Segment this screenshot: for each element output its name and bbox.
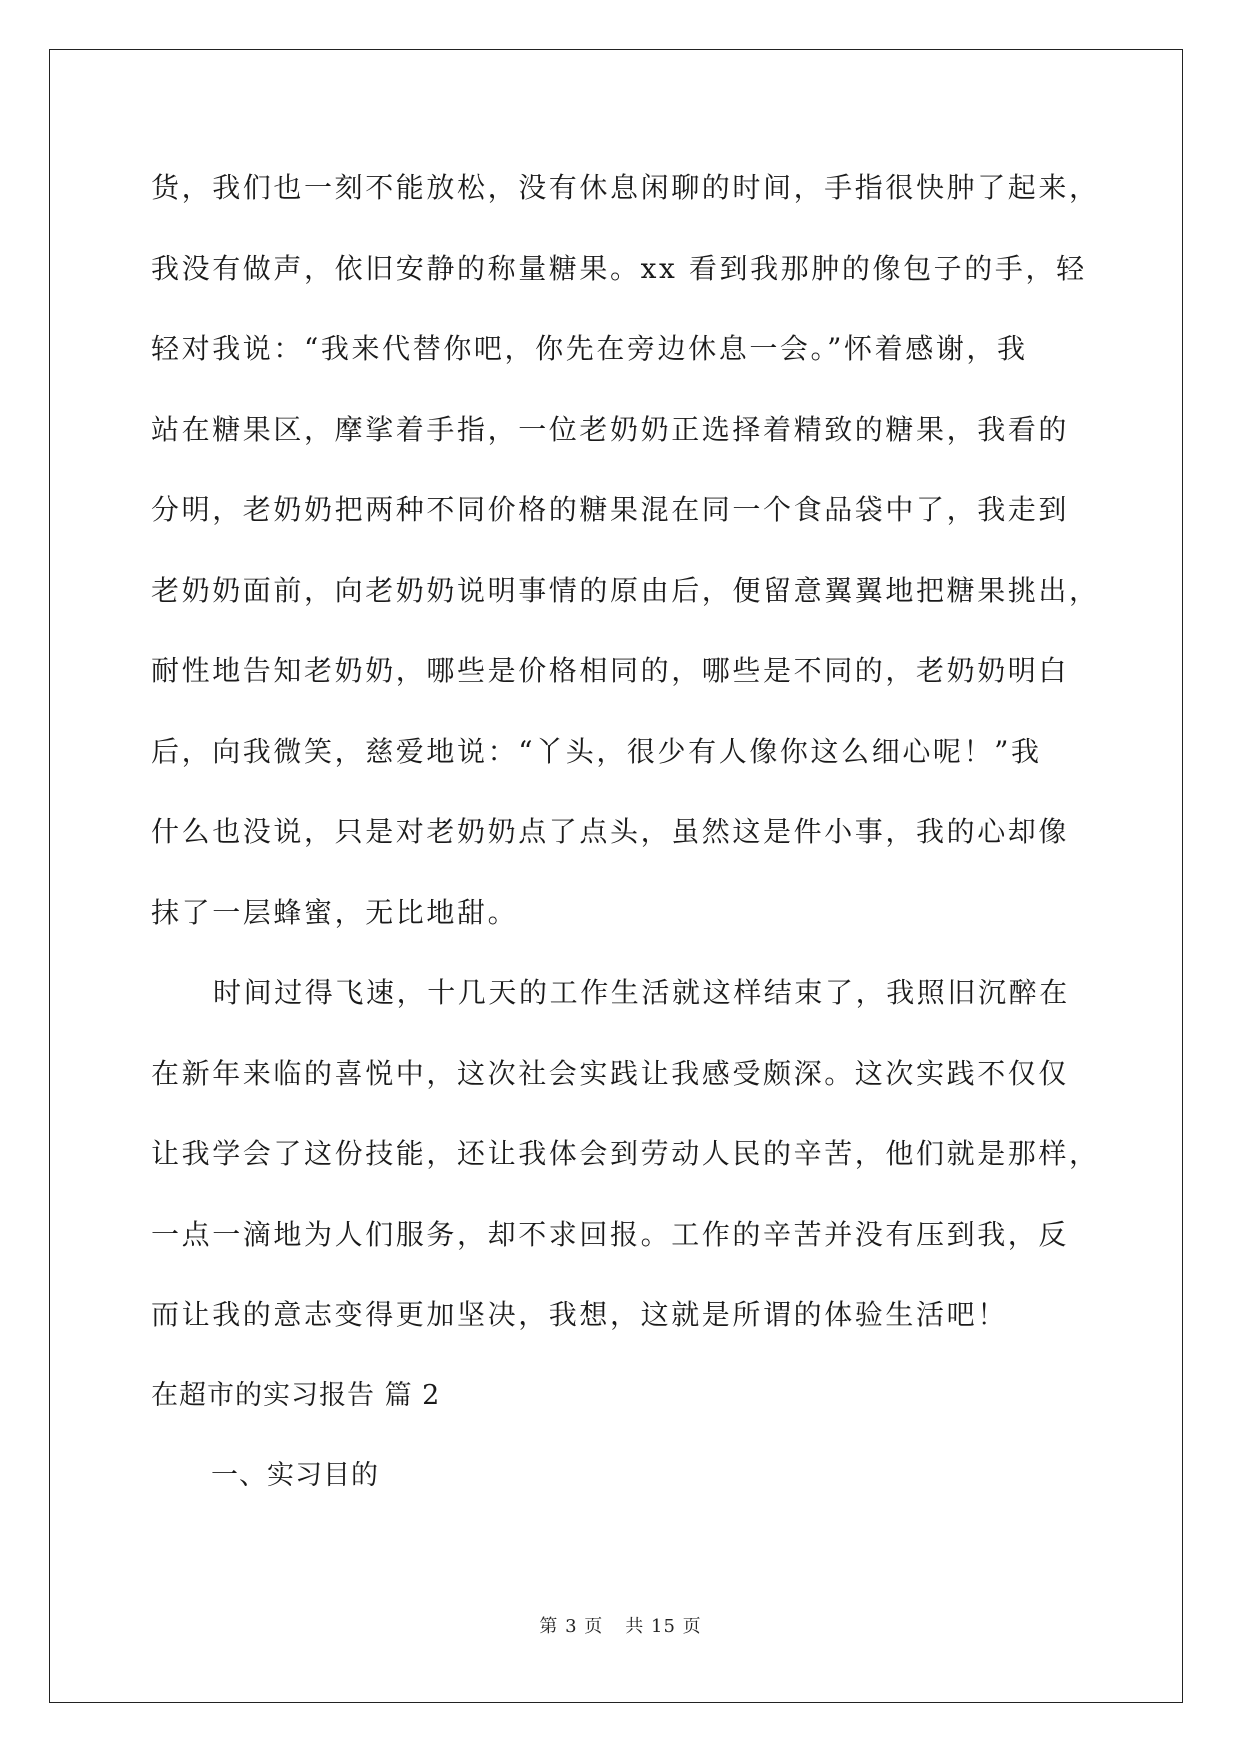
paragraph-line: 耐性地告知老奶奶，哪些是价格相同的，哪些是不同的，老奶奶明白 xyxy=(151,654,1070,687)
paragraph-line: 货，我们也一刻不能放松，没有休息闲聊的时间，手指很快肿了起来， xyxy=(151,171,1100,204)
page-total: 共 15 页 xyxy=(625,1616,702,1637)
page-footer xyxy=(0,1612,1241,1638)
page-number: 第 3 页 xyxy=(539,1616,604,1637)
paragraph-line: 而让我的意志变得更加坚决，我想，这就是所谓的体验生活吧！ xyxy=(151,1298,1008,1331)
paragraph-line: 抹了一层蜂蜜，无比地甜。 xyxy=(151,895,519,929)
paragraph-line: 老奶奶面前，向老奶奶说明事情的原由后，便留意翼翼地把糖果挑出， xyxy=(151,573,1100,607)
paragraph-line: 分明，老奶奶把两种不同价格的糖果混在同一个食品袋中了，我走到 xyxy=(151,493,1070,526)
paragraph-line: 站在糖果区，摩挲着手指，一位老奶奶正选择着精致的糖果，我看的 xyxy=(151,412,1070,446)
paragraph-line: 让我学会了这份技能，还让我体会到劳动人民的辛苦，他们就是那样， xyxy=(151,1137,1100,1170)
paragraph-line: 一点一滴地为人们服务，却不求回报。工作的辛苦并没有压到我，反 xyxy=(151,1217,1070,1251)
document-body xyxy=(151,148,1100,1517)
paragraph-line: 轻对我说：“我来代替你吧，你先在旁边休息一会。”怀着感谢，我 xyxy=(151,332,1028,365)
section-title: 在超市的实习报告 篇 2 xyxy=(151,1379,441,1411)
paragraph-line: 后，向我微笑，慈爱地说：“丫头，很少有人像你这么细心呢！”我 xyxy=(151,734,1042,768)
subheading: 一、实习目的 xyxy=(211,1460,379,1491)
paragraph-line: 在新年来临的喜悦中，这次社会实践让我感受颇深。这次实践不仅仅 xyxy=(151,1056,1070,1090)
paragraph-line: 我没有做声，依旧安静的称量糖果。xx 看到我那肿的像包子的手，轻 xyxy=(151,251,1087,285)
paragraph-line: 时间过得飞速，十几天的工作生活就这样结束了，我照旧沉醉在 xyxy=(213,976,1070,1009)
paragraph-line: 什么也没说，只是对老奶奶点了点头，虽然这是件小事，我的心却像 xyxy=(151,815,1070,848)
